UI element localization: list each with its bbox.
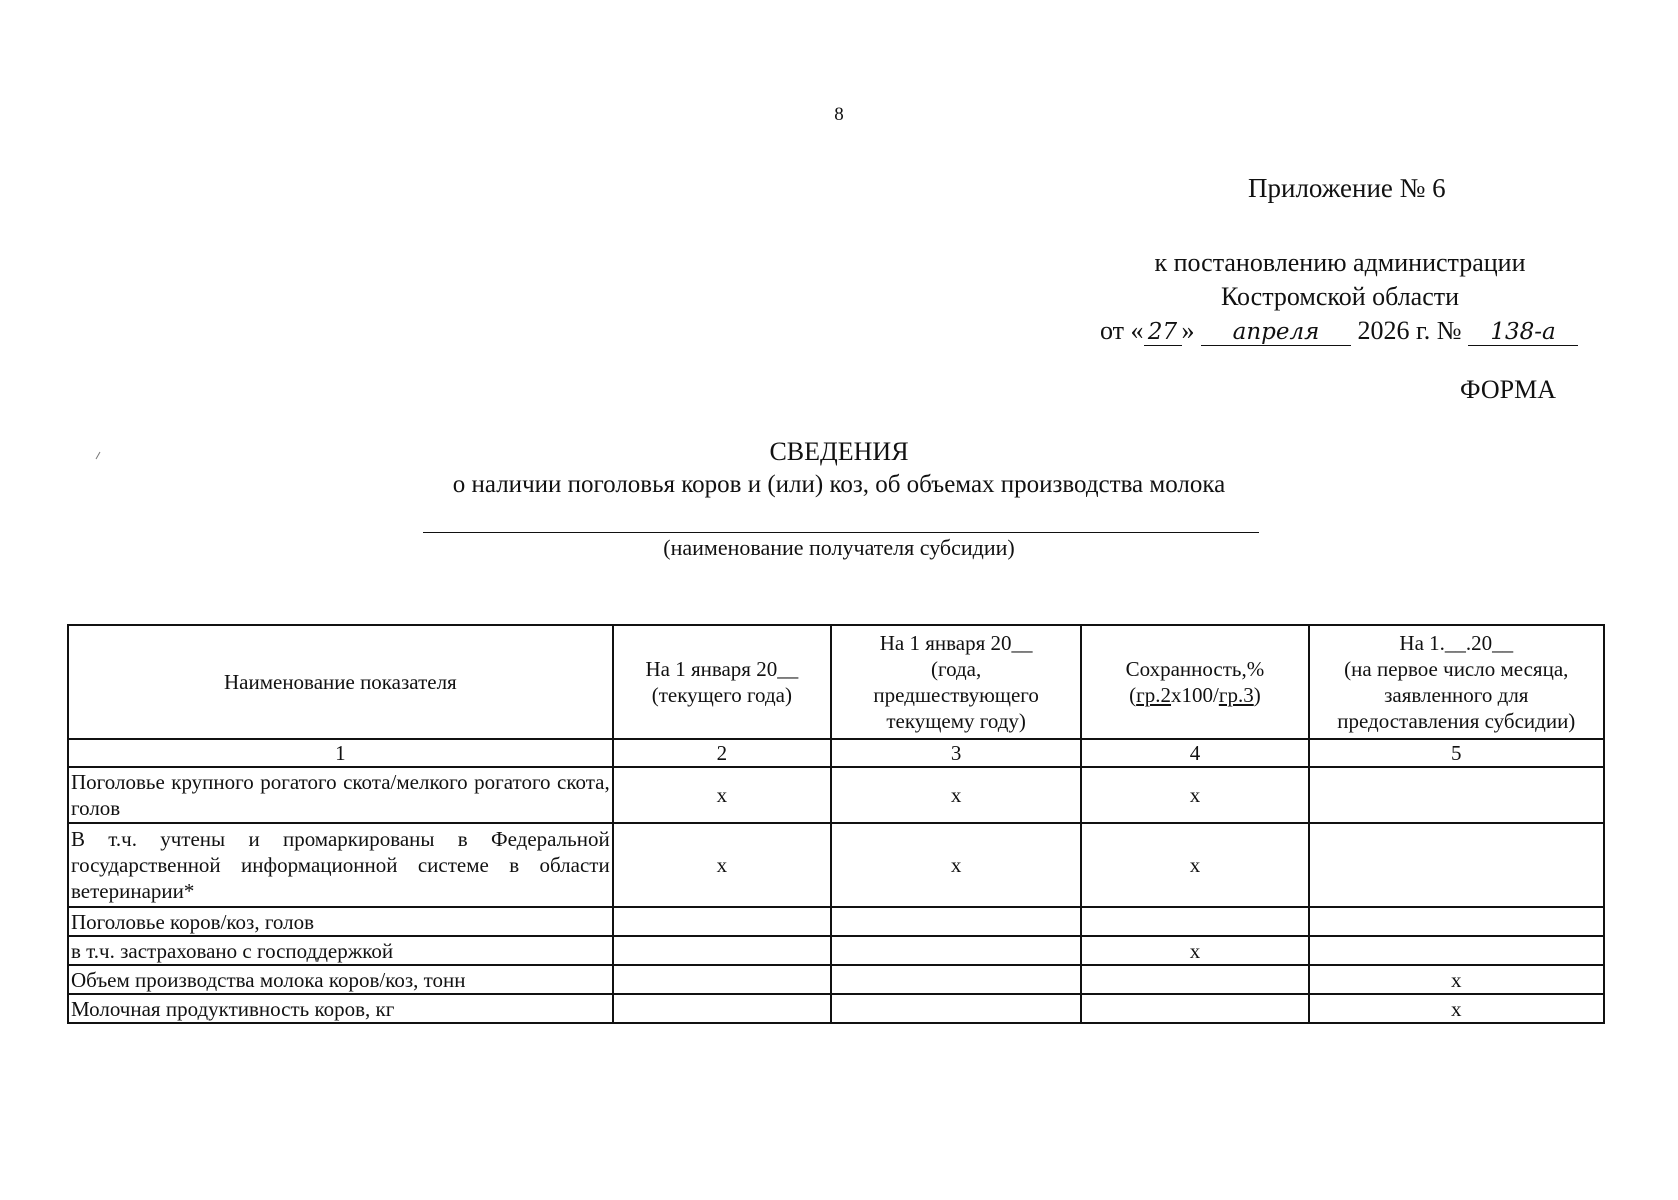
table-cell[interactable] [613, 907, 831, 936]
table-cell[interactable] [1309, 767, 1604, 823]
column-number: 2 [613, 739, 831, 767]
data-table [67, 624, 1605, 1024]
table-cell: х [831, 767, 1081, 823]
table-cell: х [831, 823, 1081, 907]
table-row [68, 907, 1604, 936]
row-label-milk-volume: Объем производства молока коров/коз, тонн [68, 965, 613, 994]
recipient-caption: (наименование получателя субсидии) [663, 535, 1015, 560]
table-cell[interactable] [1309, 936, 1604, 965]
column-number: 1 [68, 739, 613, 767]
table-cell: х [613, 767, 831, 823]
table-cell: х [1081, 936, 1308, 965]
header-previous-year: На 1 января 20__ (года, предшествующего текущему году) [831, 625, 1081, 739]
table-header-row [68, 625, 1604, 739]
header-subsidy-month: На 1.__.20__ (на первое число месяца, заявленного для предоставления субсидии) [1309, 625, 1604, 739]
header-preservation-percent: Сохранность,% (гр.2х100/гр.3) [1081, 625, 1308, 739]
row-label-insured: в т.ч. застраховано с господдержкой [68, 936, 613, 965]
handwritten-day: 27 [1144, 319, 1182, 346]
row-label-livestock-head: Поголовье крупного рогатого скота/мелкого рогатого скота, голов [68, 767, 613, 823]
recipient-name-field-line [423, 532, 1259, 533]
table-cell: х [1081, 823, 1308, 907]
header-current-year: На 1 января 20__ (текущего года) [613, 625, 831, 739]
table-cell[interactable] [1081, 965, 1308, 994]
table-cell: х [613, 823, 831, 907]
table-cell[interactable] [831, 907, 1081, 936]
decree-date-line [1080, 314, 1600, 348]
column-number: 3 [831, 739, 1081, 767]
document-subtitle: о наличии поголовья коров и (или) коз, об объемах производства молока [452, 471, 1226, 498]
date-prefix: от « [1100, 316, 1144, 345]
column-numbers-row [68, 739, 1604, 767]
column-number: 4 [1081, 739, 1308, 767]
decree-line-2: Костромской области [1220, 282, 1460, 311]
table-row [68, 936, 1604, 965]
table-cell[interactable] [613, 936, 831, 965]
row-label-cows-goats-head: Поголовье коров/коз, голов [68, 907, 613, 936]
appendix-title: Приложение № 6 [1248, 173, 1446, 203]
table-cell: х [1309, 994, 1604, 1023]
document-title: СВЕДЕНИЯ [769, 437, 909, 466]
handwritten-decree-number: 138-а [1468, 319, 1578, 346]
decree-line-1: к постановлению администрации [1154, 248, 1526, 277]
table-cell[interactable] [613, 994, 831, 1023]
date-quote-close: » [1181, 316, 1195, 345]
table-row [68, 767, 1604, 823]
table-cell[interactable] [831, 994, 1081, 1023]
table-cell[interactable] [1081, 907, 1308, 936]
table-cell[interactable] [1081, 994, 1308, 1023]
table-cell: х [1309, 965, 1604, 994]
column-number: 5 [1309, 739, 1604, 767]
row-label-milk-productivity: Молочная продуктивность коров, кг [68, 994, 613, 1023]
header-indicator-name: Наименование показателя [68, 625, 613, 739]
form-label: ФОРМА [1460, 375, 1556, 404]
date-year: 2026 г. № [1357, 316, 1462, 345]
page-number: 8 [834, 104, 844, 125]
decree-reference [1080, 246, 1600, 348]
table-cell[interactable] [831, 965, 1081, 994]
table-row [68, 994, 1604, 1023]
table-cell[interactable] [1309, 907, 1604, 936]
table-cell[interactable] [1309, 823, 1604, 907]
handwritten-month: апреля [1201, 319, 1351, 346]
table-cell: х [1081, 767, 1308, 823]
table-cell[interactable] [831, 936, 1081, 965]
row-label-registered-marked: В т.ч. учтены и промаркированы в Федеральной государственной информационной системе в области ветеринарии* [68, 823, 613, 907]
table-cell[interactable] [613, 965, 831, 994]
table-row [68, 823, 1604, 907]
table-row [68, 965, 1604, 994]
